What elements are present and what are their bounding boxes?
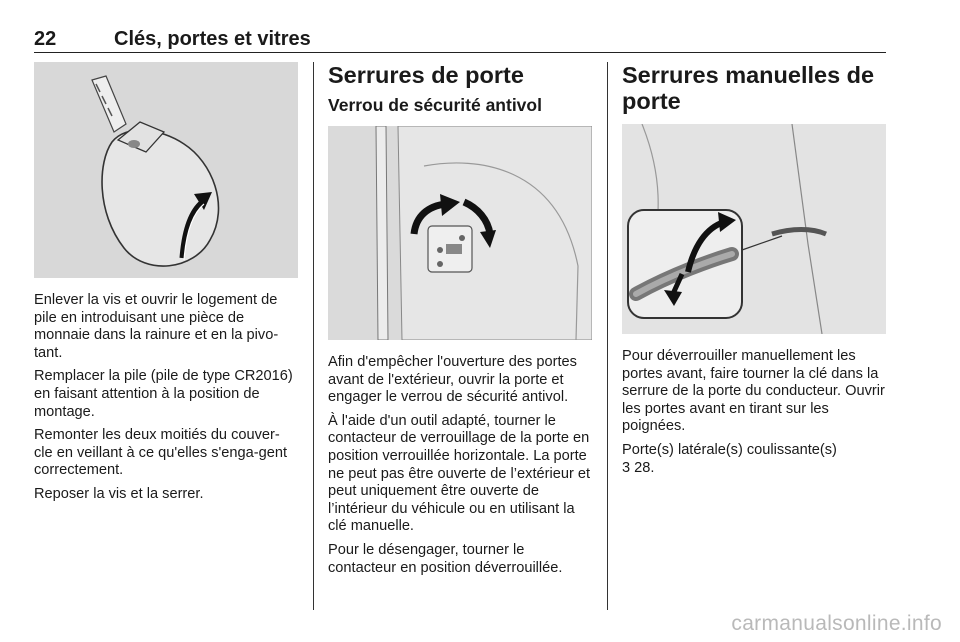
paragraph: Remplacer la pile (pile de type CR2016) en faisant attention à la position de montage. xyxy=(34,368,293,420)
section-heading: Serrures manuelles de porte xyxy=(622,62,875,114)
chapter-title: Clés, portes et vitres xyxy=(114,28,311,50)
paragraph: Remonter les deux moitiés du couver-cle en veillant à ce qu'elles s'enga-gent correctement. xyxy=(34,427,288,479)
door-handle-drawing xyxy=(622,124,886,334)
paragraph: Porte(s) latérale(s) coulissante(s) xyxy=(622,441,837,458)
paragraph: Pour déverrouiller manuellement les portes avant, faire tourner la clé dans la serrure de la porte du conducteur. Ouvrir les portes avant en tirant sur les poignées. xyxy=(622,348,885,435)
key-fob-drawing xyxy=(34,62,298,278)
paragraph: Pour le désengager, tourner le contacteur en position déverrouillée. xyxy=(328,541,563,576)
page-header xyxy=(34,26,886,53)
left-column xyxy=(34,62,298,510)
paragraph: À l'aide d'un outil adapté, tourner le contacteur de verrouillage de la porte en position verrouillée horizontale. La porte ne peut pas être ouverte de l’extérieur et peut uniquement être ouverte de l’intérieur du véhicule ou en utilisant la clé manuelle. xyxy=(328,412,591,535)
watermark: carmanualsonline.info xyxy=(731,612,942,635)
door-handle-illustration xyxy=(622,124,886,334)
page-number: 22 xyxy=(34,28,57,50)
column-divider xyxy=(313,62,314,610)
middle-column xyxy=(328,62,592,583)
section-subheading: Verrou de sécurité antivol xyxy=(328,95,542,115)
column-divider xyxy=(607,62,608,610)
door-lock-drawing xyxy=(328,126,592,340)
key-fob-illustration xyxy=(34,62,298,278)
cross-reference[interactable]: 3 28. xyxy=(622,459,655,476)
paragraph: Afin d'empêcher l'ouverture des portes avant de l'extérieur, ouvrir la porte et engager le verrou de sécurité antivol. xyxy=(328,354,577,406)
paragraph: Enlever la vis et ouvrir le logement de pile en introduisant une pièce de monnaie dans la rainure et en la pivo-tant. xyxy=(34,292,279,361)
paragraph: Reposer la vis et la serrer. xyxy=(34,485,204,502)
door-lock-illustration xyxy=(328,126,592,340)
right-column xyxy=(622,62,886,483)
section-heading: Serrures de porte xyxy=(328,62,524,88)
